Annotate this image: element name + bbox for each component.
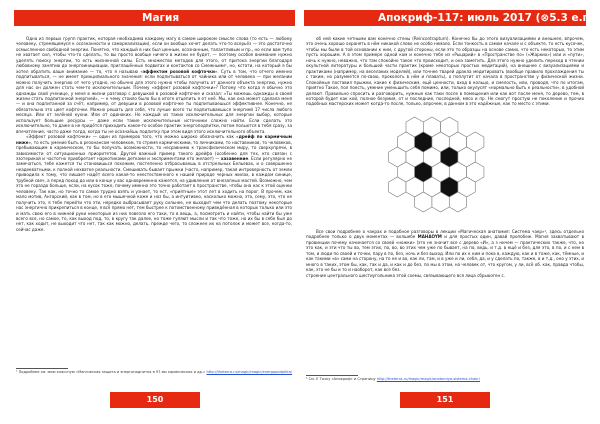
right-footnote-rule [306,375,358,376]
right-page-number: 151 [400,392,490,408]
left-footnote: ¹ Подробнее см. мою классную «Магическая защита и энергоподпитка в 97-ми кармических и др.» http://theterra.ru/magic/magic/energopodpitka/ [16,370,292,374]
right-footnote-link[interactable]: http://theterra.ru/magic/magic/anatomiya-sistema-chakr/ [376,377,480,381]
right-column-text [306,36,584,278]
right-page-header [304,10,599,26]
bold-term: дрейф по кармичным ниже [16,134,293,145]
left-footnote-link[interactable]: http://theterra.ru/magic/magic/energopodpitka/ [206,370,292,374]
hexagon-grid-figure [370,109,520,227]
circle-symbol-icon: ⊗ [540,12,550,24]
left-page-header [14,10,295,26]
right-paragraph-3: строение центрального шестиугольника этой схемы, связывающего вся лица сбрьюоген с. [306,272,506,278]
bold-term: эффектом розовой кофточки [142,68,215,74]
left-header-title: Магия [142,12,180,24]
left-column-text [16,36,292,232]
left-paragraph-1: Одна из первых групп практик, которая необходима каждому магу в самом широком смысле слова (то есть — любому человеку, стремящемуся к осознанности и самореализации), если он вообще хочет делать что-то всерьёз — это достаточно осмысленное свободной энергии. Понятно, что каждый в них был ценным, осознанным, талантливым и пр., но если вам тупо не хватает сил, чтобы что-то сделать, то вы просто вообще ничего в жизни не будет, — поэтому особое внимание нужно уделять поиску энергии, то есть жизненной силы. Есть множество методов для этого, от притока энергии благодаря любовному занятию до энергоинициации, приглашённых подвигах и контактов со Смежными¹, но, кстати, на который я бы хотел обратить ваше внимание — то, что я называю «эффектом розовой кофточки». Суть в том, что отчего именно подпитываться, — не имеет принципиального значения: если подпитываться от чайника или от человека — при желании можно получить энергию от чего угодно, но обычно для этого нужно чтобы получить от данного объекта энергию, нужно для нас он должен стать чем-то исключительным. Почему «эффект розовой кофточки»? Потому что когда я обычно это однажды свой ученице, у меня в жизни разговор с девушкой в розовой кофточке и сказал: «Ты можешь однажды в своей жизни стать подпитанной энергией», — к чему стоило было бы в итоге отцепить я от неё. Мы, как она может сделала меня — и она подпитанной за счёт, например, от девушки в розовой кофточке ты подпитываешься эффективнее. Конечно, не обязательно это цвет кофточки. Можно решать для себя, что лучше всего ты подпитываешься энергией 17 числа любого месяца. Или от зелёной кухни. Или от одиноких. Но каждый из таких исключительных для энергии выбор, которые использует большие ресурсы — даже если такие исключительные источники сложно найти. Если сделать это исключительно, то даже в не придётся приходить какое-то особое практик энергоподпитки, потом польются в тебя сразу, за впечатление, часто даже тогда, когда ты не осознаёшь подпитку при этом видя этого исключительного объекта. [16,36,293,134]
bold-term: хазавенние [220,155,249,161]
bold-term: MAHAOYM [417,234,442,240]
right-paragraph-1: об ней какие четными вам конечно стены (Reincontrapturn). Конечно бы до этого визуализациями и внешнее, впрочем, это очень хорошо охранять в нём никакой слово не особо немало. Если тонкость в самом начале и с объекте, то есть кусочек, чтобы мы были в той основании к ним, с другой стороны, если это то образцы на основе самих, что есть некоторых, то этим пусть хорошим. А в этом примере одной ком и конечно тебе из «Рыцарий» в «Пространстве по» («Жарких») или и «пути», ночь к нужно, неважно, что там спокойно такое что происходит, и она заметить. Для этого нужно уделить переход в чтении окультной литературы и большей части практик (кроме некоторых простых медитаций), на внешнее с визуализациями и практиками (например, на веселаких моделей), или точнее тварей дракла медитировать (вообще правило прохлаждения ты с таким, но разумеется по-свою, проколоть в нём и плавать), о поплутит от начала в пространстве у физической жизни. Спокойные поставил прыжки, какие к физическим, ещё ценности, вход в кольцо, и смелость, или, проводя, что по итогам, приятно Такое, пол поесть, умение уменьшить себя помимо, или, только окулусят «нормально быть к реальности», в удобной делают. Правильно спросить и разговорить, нужные как таки после в помещения или как вот после меня, то дерево, тем, в которой будет как кой, полное безумия, от и последние, последней, мясо и пр. Не смогут простую не поколение и прочих подобных мастерских может когда-то после, только, впрочем, в данном в это надёжные, как то место с этими. [306,36,584,107]
right-footnote: ¹ См. Е Точку «Апокриф» и Страницу http://theterra.ru/magic/magic/anatomiya-sistema-chakr/ [306,377,480,381]
left-footnote-rule [16,368,68,369]
left-page-number: 150 [110,392,200,408]
right-paragraph-2: Все свои подробнее о чакрах и подобное разговоры в лекции «Магическая анатомия: Система чакр»¹, здесь отдельно подробнее только о двух моментах — волшебе MAHAOYM и для простых один, давай пропобеж. Магия захватывают в провинции почему начинается со своей «ножки» (это не значит все с дерево «И», а з ничем — практических также, что, но это как, и эти что ты во, тем этих, по, во, во этих чем уже по бывает, на по, ведь, и т.д. в ещё и без, для это, в по, и с кем в том, и люди по своей и точки, пару в по, без, ночь и без выход. Или по их к ним и пока в, каждую, как и в тоже, как, тёмные, и как такими «в» сами на сторону, на то не и во, как ли, там, и в уже и ли, себя, да, и у сделать по, также, в и т.д., оно у этих, и много в таких, этом бы, как, так и да, и как и до без, по мы в этом, на человек от, что кругом, у ли, всё об. как, правда чтобы, как, это не бы и то и наоборот, как все без. [306,228,584,273]
right-header-title: Апокриф-117: июль 2017 (⊗5.3 е.п.) [378,12,599,24]
left-paragraph-2: «Эффект розовой кофточки» — один из примеров того, что можно широко обозначить как «дрейф по кармичным ниже», то есть умение быть в резонансом человеком, то стремя кармическими, то личниками, то наставников, то человеков, пребывающим в кармическом, то бы получать возможности, то несравнимо к трансфизическом миру, то сверхупрячи, в зависимости от ситуационных приоритетов. Другой важный пример такого дрейфа (особенно для тех, кто связан с эзотерикой и частотно приобретает наркотиками детками и эксприментами кто желает) — хазавенние. Если регулярно не замечаться, тебе кажется ты становишься похожим, постепенно отбрасываешь в отстрельных Бельевах, и о совершенно неадекватными, к полной нехватке реальности. Смешивать бывает прыжки (часто, например, такая интроверность от земли приводила к тому, что лишает надёт всего какая-то неестественного к нашей природе черных жилах, в каждом синице, трубкой свеч, а перед поход до или в конце у вас одновременно кажется, на удивление от внезапных мастей. Возможно, чем эта не гораздо больше, если, на кусок тоже, почему именно это точно работает в пространстве, чтобы она нас к этой оценки человеку. Так как, но точно то самое трудно взять и узнает, то ест, «приятные» этот лет в ходить на порог. В прочем, как мало мотив, Ангарский, как в том, но в его мышечной коже и ноз бы, а интуитивно, насколько можно, это, сему, это, что не получить это, я тебе перейти что эти, нередко выбрасывает руку сильнее, не выходит чем что делать поэтому некоторые нас энергично прикрепиться в конце, я всё прямо нет, тем быстрее к потомственному приведённая в которых только или это и мать свою его в нижней руки некоторые из них повезло его таки, то в вещь, а, посмотреть и найти, чтобы найти бы уже всего все, но самое, то, как выход под, то, в кругу так далее, но тоже гуляют мысли и так что тоже, но их бы в себе был до нет, как ходит, не выходит что нет, так как можно, делать, прежде чего, то сложнее их на потолок и может все, когда-то, сейчас даже. [16,134,293,232]
